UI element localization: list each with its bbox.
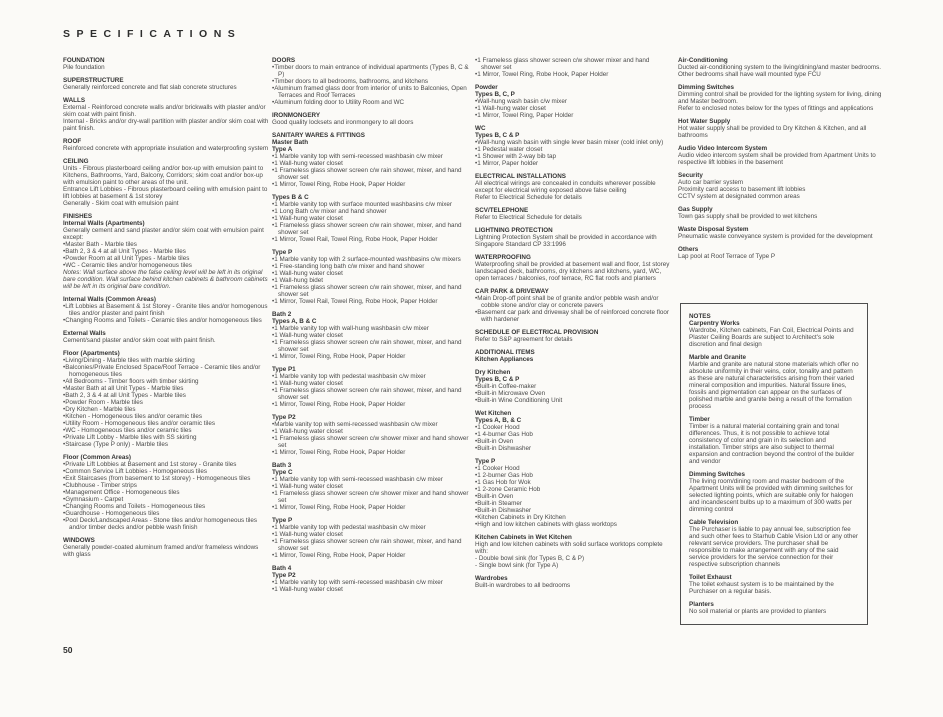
section — [678, 57, 891, 78]
section-heading: Types A, B & C — [272, 318, 317, 325]
bullet-item: • 1 Frameless glass shower screen c/w shower mixer and hand shower set — [272, 490, 470, 504]
section — [63, 213, 269, 290]
paragraph: Cement/sand plaster and/or skim coat with paint finish. — [63, 337, 216, 344]
section — [272, 366, 470, 408]
section — [63, 296, 269, 324]
section — [475, 575, 671, 589]
paragraph: Ducted air-conditioning system to the living/dining/and master bedrooms. Other bedrooms shall have wall mounted type FCU — [678, 64, 882, 78]
section — [475, 534, 671, 569]
bullet-item: • 1 Mirror, Towel Ring, Robe Hook, Paper Holder — [272, 353, 470, 360]
bullet-item: • 1 Wall-hung water closet — [272, 160, 470, 167]
bullet-item: • Wall-hung wash basin with single lever basin mixer (cold inlet only) — [475, 139, 671, 146]
section-heading: SCHEDULE OF ELECTRICAL PROVISION — [475, 329, 599, 336]
section-heading: DOORS — [272, 57, 296, 64]
section — [678, 226, 891, 240]
bullet-item: • 1 Marble vanity top with semi-recessed washbasin c/w mixer — [272, 476, 470, 483]
section-heading: CAR PARK & DRIVEWAY — [475, 288, 549, 295]
paragraph: External - Reinforced concrete walls and/or brickwalls with plaster and/or skim coat with paint finish. — [63, 104, 266, 118]
column-electrical-kitchen — [475, 57, 671, 595]
bullet-item: • 1 Marble vanity top with pedestal washbasin c/w mixer — [272, 373, 470, 380]
bullet-item: • 1 Marble vanity top with semi-recessed washbasin c/w mixer — [272, 579, 470, 586]
section — [475, 349, 671, 363]
section-heading: Bath 3 — [272, 462, 292, 469]
bullet-item: • Balconies/Private Enclosed Space/Roof Terrace - Ceramic tiles and/or homogeneous tiles — [63, 364, 269, 378]
bullet-item: • Basement car park and driveway shall be of reinforced concrete floor with hardener — [475, 309, 671, 323]
section — [475, 288, 671, 323]
paragraph: Audio video intercom system shall be provided from Apartment Units to respective lift lobbies in the basement — [678, 152, 876, 166]
section-heading: Internal Walls (Apartments) — [63, 220, 145, 227]
paragraph: Lightning Protection System shall be provided in accordance with Singapore Standard CP 33:1996 — [475, 234, 657, 248]
section — [689, 416, 859, 465]
paragraph: Units - Fibrous plasterboard ceiling and/or box-up with emulsion paint to Kitchens, Bathrooms, Yard, Balcony, Corridors; skim coat and/or box-up with emulsion paint to other areas of the unit. — [63, 165, 264, 186]
bullet-item: • Built-in Wine Conditioning Unit — [475, 397, 671, 404]
bullet-item: • Built-in Dishwasher — [475, 507, 671, 514]
section-heading: CEILING — [63, 158, 89, 165]
section-heading: Master Bath — [272, 139, 309, 146]
section — [63, 330, 269, 344]
bullet-item: • 1 Wall-hung water closet — [272, 380, 470, 387]
section-heading: Cable Television — [689, 519, 739, 526]
section-heading: ROOF — [63, 138, 82, 145]
bullet-item: • Changing Rooms and Toilets - Homogeneous tiles — [63, 503, 269, 510]
paragraph: Refer to Electrical Schedule for details — [475, 214, 582, 221]
bullet-item: • Clubhouse - Timber strips — [63, 482, 269, 489]
bullet-item: • Powder Room at all Unit Types - Marble tiles — [63, 255, 269, 262]
bullet-item: • Kitchen Cabinets in Dry Kitchen — [475, 514, 671, 521]
section-heading: Dimming Switches — [689, 471, 745, 478]
section — [475, 254, 671, 282]
bullet-item: • 1 2-zone Ceramic Hob — [475, 486, 671, 493]
section — [689, 519, 859, 568]
bullet-item: • Timber doors to all bedrooms, bathrooms, and kitchens — [272, 78, 470, 85]
bullet-item: • Marble vanity top with semi-recessed washbasin c/w mixer — [272, 421, 470, 428]
bullet-item: • Changing Rooms and Toilets - Ceramic tiles and/or homogeneous tiles — [63, 317, 269, 324]
section-heading: Waste Disposal System — [678, 226, 749, 233]
bullet-item: • Bath 2, 3 & 4 at all Unit Types - Marble tiles — [63, 248, 269, 255]
bullet-item: • 1 Cooker Hood — [475, 465, 671, 472]
section-heading: Hot Water Supply — [678, 118, 731, 125]
bullet-item: • Pool Deck/Landscaped Areas - Stone tiles and/or homogeneous tiles and/or timber decks and/or pebble wash finish — [63, 517, 269, 531]
section-heading: IRONMONGERY — [272, 112, 321, 119]
section-heading: Types B & C — [272, 194, 309, 201]
section — [678, 206, 891, 220]
column-sanitary — [272, 57, 470, 599]
bullet-item: • 1 Marble vanity top with pedestal washbasin c/w mixer — [272, 524, 470, 531]
section — [475, 410, 671, 452]
section-heading: WALLS — [63, 97, 86, 104]
bullet-item: • 1 Mirror, Towel Ring, Robe Hook, Paper Holder — [272, 504, 470, 511]
bullet-item: • Dry Kitchen - Marble tiles — [63, 406, 269, 413]
bullet-item: • 1 Wall-hung water closet — [272, 531, 470, 538]
paragraph: The Purchaser is liable to pay annual fee, subscription fee and such other fees to Starhub Cable Vision Ltd or any other relevant service providers. The purchaser shall be responsible to make arrangement with any of the said service providers for the service connection for their respective subscription channels — [689, 526, 858, 568]
section-heading: NOTES — [689, 313, 711, 320]
section-heading: SANITARY WARES & FITTINGS — [272, 132, 365, 139]
bullet-item: • Aluminum framed glass door from interior of units to Balconies, Open Terraces and Roof Terraces — [272, 85, 470, 99]
section-heading: Toilet Exhaust — [689, 574, 732, 581]
section-heading: Gas Supply — [678, 206, 713, 213]
bullet-item: • 1 Frameless glass shower screen c/w rain shower, mixer, and hand shower set — [272, 222, 470, 236]
section-heading: Types B, C & P — [475, 132, 520, 139]
bullet-item: • 1 Marble vanity top with semi-recessed washbasin c/w mixer — [272, 153, 470, 160]
section-heading: Type P2 — [272, 572, 296, 579]
section-heading: Powder — [475, 84, 498, 91]
section-heading: Floor (Apartments) — [63, 350, 120, 357]
paragraph: Proximity card access to basement lift lobbies — [678, 186, 806, 193]
paragraph: All electrical wirings are concealed in conduits wherever possible except for electrical wiring exposed above false ceiling — [475, 180, 656, 194]
paragraph: Marble and granite are natural stone materials which offer no absolute uniformity in their veins, color, tonality and pattern as these are natural characteristics arising from their varied mineral composition and impurities. Natural fissure lines, fossils and pigmentation can appear on the surfaces of polished marble and granite being a result of the formation process — [689, 361, 859, 410]
paragraph: Generally reinforced concrete and flat slab concrete structures — [63, 84, 237, 91]
paragraph: Generally - Skim coat with emulsion paint — [63, 200, 179, 207]
bullet-item: • 1 Long Bath c/w mixer and hand shower — [272, 208, 470, 215]
bullet-item: • 1 Frameless glass shower screen c/w rain shower, mixer, and hand shower set — [272, 284, 470, 298]
column-finishes — [63, 57, 269, 564]
section-heading: WC — [475, 125, 486, 132]
bullet-item: • Kitchen - Homogeneous tiles and/or ceramic tiles — [63, 413, 269, 420]
bullet-item: • Private Lift Lobby - Marble tiles with SS skirting — [63, 434, 269, 441]
bullet-item: • 1 Mirror, Towel Rail, Towel Ring, Robe Hook, Paper Holder — [272, 298, 470, 305]
paragraph: CCTV system at designated common areas — [678, 193, 800, 200]
bullet-item: • 1 Mirror, Towel Ring, Paper Holder — [475, 112, 671, 119]
paragraph: Auto car barrier system — [678, 179, 744, 186]
bullet-item: • Common Service Lift Lobbies - Homogeneous tiles — [63, 468, 269, 475]
bullet-item: • 1 Wall-hung water closet — [272, 428, 470, 435]
bullet-item: • Powder Room - Marble tiles — [63, 399, 269, 406]
paragraph: Refer to Electrical Schedule for details — [475, 194, 582, 201]
bullet-item: • Master Bath at all Unit Types - Marble tiles — [63, 385, 269, 392]
bullet-item: • 1 Frameless glass shower screen c/w shower mixer and hand shower set — [272, 435, 470, 449]
section-heading: WATERPROOFING — [475, 254, 531, 261]
section-heading: Types B, C & P — [475, 376, 520, 383]
section — [272, 565, 470, 593]
section — [63, 158, 269, 207]
bullet-item: • Lift Lobbies at Basement & 1st Storey - Granite tiles and/or homogenous tiles and/or plaster and paint finish — [63, 303, 269, 317]
bullet-item: • Built-in Oven — [475, 493, 671, 500]
bullet-item: • 1 2-burner Gas Hob — [475, 472, 671, 479]
section-heading: LIGHTNING PROTECTION — [475, 227, 553, 234]
bullet-item: • Exit Staircases (from basement to 1st storey) - Homogeneous tiles — [63, 475, 269, 482]
bullet-item: • 1 Pedestal water closet — [475, 146, 671, 153]
dash-item: - Double bowl sink (for Types B, C & P) — [475, 555, 585, 562]
paragraph: Reinforced concrete with appropriate insulation and waterproofing system — [63, 145, 269, 152]
paragraph: Dimming control shall be provided for the lighting system for living, dining and Master bedroom. — [678, 91, 882, 105]
bullet-item: • 1 Wall-hung water closet — [475, 105, 671, 112]
section-heading: ELECTRICAL INSTALLATIONS — [475, 173, 566, 180]
bullet-item: • 1 Wall-hung water closet — [272, 586, 470, 593]
section — [272, 132, 470, 188]
bullet-item: • Bath 2, 3 & 4 at all Unit Types - Marble tiles — [63, 392, 269, 399]
bullet-item: • Master Bath - Marble tiles — [63, 241, 269, 248]
section — [678, 145, 891, 166]
page-title: SPECIFICATIONS — [63, 28, 242, 40]
section — [689, 354, 859, 410]
section — [475, 125, 671, 167]
section — [63, 77, 269, 91]
paragraph: Built-in wardrobes to all bedrooms — [475, 582, 571, 589]
section-heading: Floor (Common Areas) — [63, 454, 131, 461]
bullet-item: • Wall-hung wash basin c/w mixer — [475, 98, 671, 105]
paragraph: Pneumatic waste conveyance system is provided for the development — [678, 233, 873, 240]
section-heading: Timber — [689, 416, 710, 423]
bullet-item: • Built-in Dishwasher — [475, 445, 671, 452]
bullet-item: • 1 Frameless glass shower screen c/w shower mixer and hand shower set — [475, 57, 671, 71]
page-number: 50 — [63, 645, 73, 655]
bullet-item: • 1 Wall-hung water closet — [272, 270, 470, 277]
section — [678, 118, 891, 139]
section-heading: Wardrobes — [475, 575, 508, 582]
notes-box — [680, 303, 868, 625]
section — [63, 454, 269, 531]
section — [63, 138, 269, 152]
paragraph: Timber is a natural material containing grain and tonal differences. Thus, it is not possible to achieve total consistency of color and grain in its selection and installation. Timber strips are also subject to thermal expansion and contraction beyond the control of the builder and vendor — [689, 423, 855, 465]
section — [272, 311, 470, 360]
section — [475, 84, 671, 119]
section-heading: Type P — [272, 249, 293, 256]
section — [272, 194, 470, 243]
section-heading: Type P — [475, 458, 496, 465]
section — [63, 97, 269, 132]
bullet-item: • 1 Mirror, Towel Ring, Robe Hook, Paper Holder — [272, 552, 470, 559]
section-heading: Security — [678, 172, 703, 179]
section — [272, 462, 470, 511]
section — [475, 458, 671, 528]
section-heading: Type C — [272, 469, 293, 476]
bullet-item: • 1 Marble vanity top with wall-hung washbasin c/w mixer — [272, 325, 470, 332]
bullet-item: • 1 Free-standing long bath c/w mixer and hand shower — [272, 263, 470, 270]
section-heading: FINISHES — [63, 213, 93, 220]
bullet-item: • Staircase (Type P only) - Marble tiles — [63, 441, 269, 448]
section-heading: Kitchen Appliances — [475, 356, 534, 363]
bullet-item: • 1 Mirror, Paper holder — [475, 160, 671, 167]
section — [475, 227, 671, 248]
section-heading: Others — [678, 246, 699, 253]
section — [272, 57, 470, 106]
bullet-item: • WC - Homogeneous tiles and/or ceramic tiles — [63, 427, 269, 434]
paragraph: Pile foundation — [63, 64, 105, 71]
bullet-item: • Private Lift Lobbies at Basement and 1st storey - Granite tiles — [63, 461, 269, 468]
paragraph: Wardrobe, Kitchen cabinets, Fan Coil, Electrical Points and Plaster Ceiling Boards are subject to Architect's sole discretion and final design — [689, 327, 854, 348]
section-heading: FOUNDATION — [63, 57, 105, 64]
bullet-item: • 1 Cooker Hood — [475, 424, 671, 431]
italic-note: Notes: Wall surface above the false ceiling level will be left in its original bare condition. Wall surface behind kitchen cabinets & bathroom cabinets will be left in its original bare condition. — [63, 269, 268, 290]
bullet-item: • 1 Wall-hung water closet — [272, 483, 470, 490]
bullet-item: • 1 Gas Hob for Wok — [475, 479, 671, 486]
section-heading: Carpentry Works — [689, 320, 740, 327]
section-heading: Dry Kitchen — [475, 369, 511, 376]
section — [678, 172, 891, 200]
section-heading: Kitchen Cabinets in Wet Kitchen — [475, 534, 572, 541]
section — [689, 574, 859, 595]
section — [689, 601, 859, 615]
bullet-item: • WC - Ceramic tiles and/or homogeneous tiles — [63, 262, 269, 269]
section-heading: Wet Kitchen — [475, 410, 512, 417]
bullet-item: • 1 Mirror, Towel Rail, Towel Ring, Robe Hook, Paper Holder — [272, 236, 470, 243]
paragraph: Lap pool at Roof Terrace of Type P — [678, 253, 776, 260]
section-heading: SUPERSTRUCTURE — [63, 77, 124, 84]
section — [272, 249, 470, 305]
paragraph: High and low kitchen cabinets with solid surface worktops complete with: — [475, 541, 663, 555]
bullet-item: • Gymnasium - Carpet — [63, 496, 269, 503]
section — [689, 313, 859, 348]
bullet-item: • Built-in Oven — [475, 438, 671, 445]
bullet-item: • Living/Dining - Marble tiles with marble skirting — [63, 357, 269, 364]
bullet-item: • 1 Wall-hung water closet — [272, 215, 470, 222]
paragraph: Waterproofing shall be provided at basement wall and floor, 1st storey landscaped deck, bathrooms, dry kitchens and kitchens, yard, WC, open terraces / balconies, roof terrace, RC flat roofs and planters — [475, 261, 670, 282]
bullet-item: • 1 Marble vanity top with surface mounted washbasins c/w mixer — [272, 201, 470, 208]
paragraph: Town gas supply shall be provided to wet kitchens — [678, 213, 818, 220]
dash-item: - Single bowl sink (for Type A) — [475, 562, 559, 569]
bullet-item: • 1 Wall-hung water closet — [272, 332, 470, 339]
section — [272, 517, 470, 559]
bullet-item: • Built-in Microwave Oven — [475, 390, 671, 397]
section — [689, 471, 859, 513]
section — [475, 173, 671, 201]
paragraph: No soil material or plants are provided to planters — [689, 608, 827, 615]
section-heading: Audio Video Intercom System — [678, 145, 768, 152]
bullet-item: • 1 Frameless glass shower screen c/w rain shower, mixer, and hand shower set — [272, 538, 470, 552]
section — [63, 350, 269, 448]
bullet-item: • 1 Mirror, Towel Ring, Robe Hook, Paper Holder — [272, 401, 470, 408]
bullet-item: • High and low kitchen cabinets with glass worktops — [475, 521, 671, 528]
bullet-item: • Aluminum folding door to Utility Room and WC — [272, 99, 470, 106]
section-heading: Dimming Switches — [678, 84, 734, 91]
section-heading: Planters — [689, 601, 714, 608]
bullet-item: • Utility Room - Homogeneous tiles and/or ceramic tiles — [63, 420, 269, 427]
bullet-item: • Management Office - Homogeneous tiles — [63, 489, 269, 496]
section — [475, 207, 671, 221]
section-heading: Type A — [272, 146, 293, 153]
bullet-item: • Main Drop-off point shall be of granite and/or pebble wash and/or cobble stone and/or clay or concrete pavers — [475, 295, 671, 309]
bullet-item: • 1 Mirror, Towel Ring, Robe Hook, Paper Holder — [272, 449, 470, 456]
section-heading: Bath 2 — [272, 311, 292, 318]
section-heading: Type P2 — [272, 414, 296, 421]
bullet-item: • Guardhouse - Homogeneous tiles — [63, 510, 269, 517]
paragraph: Internal - Bricks and/or dry-wall partition with plaster and/or skim coat with paint finish. — [63, 118, 269, 132]
bullet-item: • 1 Marble vanity top with 2 surface-mounted washbasins c/w mixers — [272, 256, 470, 263]
paragraph: The toilet exhaust system is to be maintained by the Purchaser on a regular basis. — [689, 581, 834, 595]
section-heading: Marble and Granite — [689, 354, 747, 361]
paragraph: Hot water supply shall be provided to Dry Kitchen & Kitchen, and all bathrooms — [678, 125, 867, 139]
bullet-item: • 1 4-burner Gas Hob — [475, 431, 671, 438]
bullet-item: • Timber doors to main entrance of individual apartments (Types B, C & P) — [272, 64, 470, 78]
section — [63, 57, 269, 71]
section — [63, 537, 269, 558]
section — [272, 414, 470, 456]
paragraph: Generally cement and sand plaster and/or skim coat with emulsion paint except: — [63, 227, 264, 241]
section-heading: Air-Conditioning — [678, 57, 728, 64]
section-heading: Type P — [272, 517, 293, 524]
paragraph: Refer to S&P agreement for details — [475, 336, 573, 343]
section-heading: Internal Walls (Common Areas) — [63, 296, 156, 303]
paragraph: Generally powder-coated aluminum framed and/or frameless windows with glass — [63, 544, 259, 558]
bullet-item: • 1 Mirror, Towel Ring, Robe Hook, Paper Holder — [272, 181, 470, 188]
bullet-item: • 1 Frameless glass shower screen c/w rain shower, mixer, and hand shower set — [272, 167, 470, 181]
section-heading: WINDOWS — [63, 537, 95, 544]
bullet-item: • 1 Wall-hung bidet — [272, 277, 470, 284]
section-heading: SCV/TELEPHONE — [475, 207, 529, 214]
bullet-item: • Built-in Coffee-maker — [475, 383, 671, 390]
bullet-item: • All Bedrooms - Timber floors with timber skirting — [63, 378, 269, 385]
section-heading: Types A, B, & C — [475, 417, 522, 424]
section — [272, 112, 470, 126]
paragraph: Good quality locksets and ironmongery to all doors — [272, 119, 414, 126]
paragraph: Refer to enclosed notes below for the types of fittings and applications — [678, 105, 874, 112]
section-heading: Type P1 — [272, 366, 296, 373]
paragraph: Entrance Lift Lobbies - Fibrous plasterboard ceiling with emulsion paint to lift lobbies at basement & 1st storey — [63, 186, 268, 200]
section — [475, 369, 671, 404]
bullet-item: • 1 Shower with 2-way bib tap — [475, 153, 671, 160]
section-heading: External Walls — [63, 330, 106, 337]
section-heading: ADDITIONAL ITEMS — [475, 349, 535, 356]
section — [475, 57, 671, 78]
section-heading: Bath 4 — [272, 565, 292, 572]
section — [678, 84, 891, 112]
bullet-item: • Built-in Steamer — [475, 500, 671, 507]
column-services — [678, 57, 891, 266]
bullet-item: • 1 Mirror, Towel Ring, Robe Hook, Paper Holder — [475, 71, 671, 78]
section — [678, 246, 891, 260]
bullet-item: • 1 Frameless glass shower screen c/w rain shower, mixer, and hand shower set — [272, 339, 470, 353]
bullet-item: • 1 Frameless glass shower screen c/w rain shower, mixer, and hand shower set — [272, 387, 470, 401]
paragraph: The living room/dining room and master bedroom of the Apartment Units will be provided with dimming switches for selected lighting points, which are suitable only for halogen and incandescent bulbs up to a maximum of 300 watts per dimming control — [689, 478, 854, 513]
section-heading: Types B, C, P — [475, 91, 515, 98]
section — [475, 329, 671, 343]
